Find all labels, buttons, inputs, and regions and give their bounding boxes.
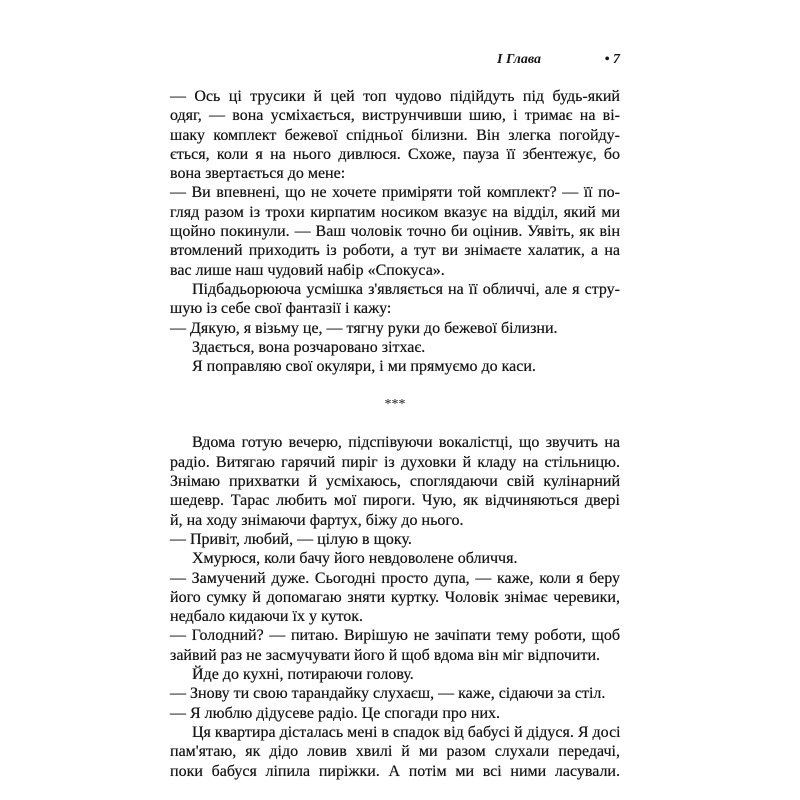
text-line: — Ви впевнені, що не хочете приміряти той комплект? — її по- — [170, 184, 620, 202]
text-line: одяг, — вона усміхається, виструнчивши шию, і тримає на ві- — [170, 107, 620, 125]
text-line: й, на ходу знімаючи фартух, біжу до нього. — [170, 511, 464, 529]
text-line: — Привіт, любий, — цілую в щоку. — [170, 530, 412, 548]
text-line: Ця квартира дісталась мені в спадок від бабусі й дідуся. Я досі — [192, 723, 621, 741]
text-line: зайвий раз не засмучувати його й щоб вдома він міг відпочити. — [170, 646, 601, 664]
text-line: шаку комплект бежевої спідньої білизни. Він злегка погойду- — [170, 126, 620, 144]
text-line: Підбадьорююча усмішка з'являється на її обличчі, але я стру- — [192, 280, 620, 298]
text-line: недбало кидаючи їх у куток. — [170, 608, 364, 626]
chapter-title: І Глава — [497, 52, 542, 67]
text-line: гляд разом із трохи кирпатим носиком вказує на відділ, який ми — [170, 203, 620, 221]
text-line: Йде до кухні, потираючи голову. — [192, 666, 414, 684]
section-separator: *** — [384, 397, 406, 413]
text-line: вас лише наш чудовий набір «Спокуса». — [170, 261, 445, 279]
text-line: шедевр. Тарас любить мої пироги. Чую, як відчиняються двері — [170, 492, 620, 510]
text-line: — Ось ці трусики й цей топ чудово підійдуть під будь-який — [170, 88, 620, 105]
text-line: Знімаю прихватки й усміхаюсь, споглядаючи свій кулінарний — [170, 473, 620, 491]
body-text — [170, 87, 620, 781]
text-line: Здається, вона розчаровано зітхає. — [192, 338, 426, 356]
text-line: — Дякую, я візьму це, — тягну руки до бежевої білизни. — [170, 319, 558, 337]
text-line: — Голодний? — питаю. Вирішую не зачіпати тему роботи, щоб — [170, 627, 620, 645]
text-line: втомлений приходить із роботи, а тут ви знімаєте халатик, а на — [170, 242, 620, 260]
text-line: його сумку й допомагаю зняти куртку. Чоловік знімає черевики, — [170, 588, 620, 606]
text-line: щойно покинули. — Ваш чоловік точно би оцінив. Уявіть, як він — [170, 223, 620, 241]
text-line: радіо. Витягаю гарячий пиріг із духовки й кладу на стільницю. — [170, 453, 620, 471]
text-line: Я поправляю свої окуляри, і ми прямуємо до каси. — [192, 358, 536, 376]
text-line: Вдома готую вечерю, підспівуючи вокалістці, що звучить на — [192, 434, 620, 452]
page-number: • 7 — [604, 52, 620, 67]
text-line: шую із себе свої фантазії і кажу: — [170, 300, 392, 318]
text-line: пам'ятаю, як дідо ловив хвилі й ми разом слухали передачі, — [170, 743, 620, 761]
text-line: — Я люблю дідусеве радіо. Це спогади про них. — [170, 704, 501, 722]
text-line: Хмурюся, коли бачу його невдоволене обличчя. — [192, 550, 518, 568]
text-line: — Замучений дуже. Сьогодні просто дупа, — каже, коли я беру — [170, 569, 620, 587]
text-line: поки бабуся ліпила пиріжки. А потім ми всі ними ласували. — [170, 762, 620, 780]
running-header — [170, 52, 620, 72]
text-line: ється, коли я на нього дивлюся. Схоже, пауза її збентежує, бо — [170, 145, 620, 163]
text-line: вона звертається до мене: — [170, 165, 346, 183]
text-line: — Знову ти свою тарандайку слухаєш, — каже, сідаючи за стіл. — [170, 685, 606, 703]
